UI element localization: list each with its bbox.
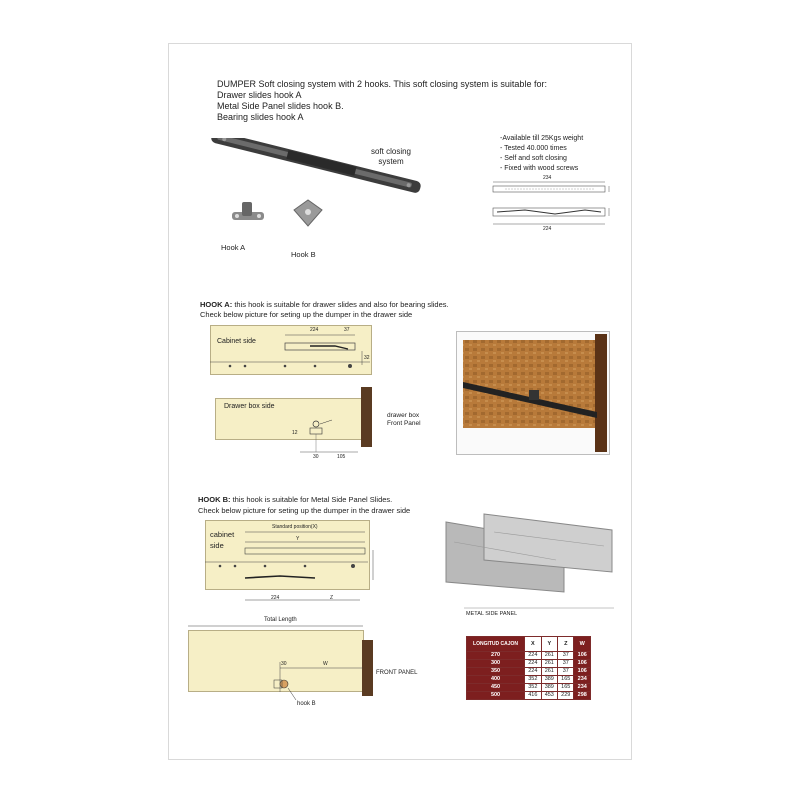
hook-b-subtext: Check below picture for seting up the dumper in the drawer side xyxy=(198,506,411,515)
drawer-box-front-panel xyxy=(361,387,372,447)
cabinet-side-label-b-line1: cabinet xyxy=(210,530,235,539)
drawer-box-side-label: Drawer box side xyxy=(224,403,275,410)
cell-length: 350 xyxy=(467,668,525,676)
hook-a-heading-text: this hook is suitable for drawer slides and also for bearing slides. xyxy=(232,300,449,309)
features-list xyxy=(500,134,583,174)
cell-w: 106 xyxy=(574,668,591,676)
cell-z: 165 xyxy=(558,684,574,692)
hook-b-label: Hook B xyxy=(291,250,316,259)
cell-length: 300 xyxy=(467,660,525,668)
dumper-technical-drawing xyxy=(485,172,620,237)
cabinet-side-label-b-line2: side xyxy=(210,541,224,550)
hook-b-heading-text: this hook is suitable for Metal Side Panel Slides. xyxy=(230,495,393,504)
intro-line-4: Bearing slides hook A xyxy=(217,112,304,122)
dim-y-label: Y xyxy=(296,536,300,542)
cell-w: 106 xyxy=(574,652,591,660)
dim-z-label: Z xyxy=(330,595,334,601)
front-panel-label: FRONT PANEL xyxy=(376,670,418,676)
cell-w: 234 xyxy=(574,676,591,684)
soft-closing-label-line1: soft closing xyxy=(370,147,412,156)
hook-a-label: Hook A xyxy=(221,243,246,252)
soft-closing-label xyxy=(366,147,416,167)
cell-length: 400 xyxy=(467,676,525,684)
header-x: X xyxy=(525,637,541,652)
feature-item: - Self and soft closing xyxy=(500,155,567,162)
cell-w: 234 xyxy=(574,684,591,692)
standard-position-label: Standard position(X) xyxy=(272,524,318,530)
cell-z: 37 xyxy=(558,660,574,668)
cell-w: 298 xyxy=(574,692,591,700)
cell-y: 389 xyxy=(541,676,557,684)
cell-x: 352 xyxy=(525,684,541,692)
cell-z: 165 xyxy=(558,676,574,684)
dim-w-label: W xyxy=(323,661,328,667)
cell-x: 224 xyxy=(525,668,541,676)
cabinet-side-drawing xyxy=(210,325,375,375)
drawer-box-front-label xyxy=(387,412,421,428)
hook-a-image xyxy=(230,200,266,230)
cell-x: 352 xyxy=(525,676,541,684)
drawer-box-front-line2: Front Panel xyxy=(387,420,421,427)
soft-closing-label-line2: system xyxy=(378,157,404,166)
cell-w: 106 xyxy=(574,660,591,668)
cell-z: 37 xyxy=(558,668,574,676)
table-row xyxy=(467,668,591,676)
header-w: W xyxy=(574,637,591,652)
dim-37-a: 37 xyxy=(344,327,350,333)
dim-30-a: 30 xyxy=(313,454,319,460)
cell-x: 224 xyxy=(525,660,541,668)
drawer-box-front-line1: drawer box xyxy=(387,412,420,419)
drawer-photo xyxy=(456,331,610,455)
cabinet-side-label-b xyxy=(210,529,234,551)
cell-x: 224 xyxy=(525,652,541,660)
cell-y: 261 xyxy=(541,660,557,668)
cell-length: 500 xyxy=(467,692,525,700)
cell-y: 261 xyxy=(541,652,557,660)
total-length-label: Total Length xyxy=(264,617,297,623)
hook-b-heading xyxy=(198,494,392,505)
feature-item: - Tested 40.000 times xyxy=(500,145,567,152)
intro-line-3: Metal Side Panel slides hook B. xyxy=(217,101,344,111)
hook-b-heading-title: HOOK B: xyxy=(198,495,231,504)
header-longitud: LONGITUD CAJON xyxy=(467,637,525,652)
dim-12-a: 12 xyxy=(292,430,298,436)
dim-32-a: 32 xyxy=(364,355,370,361)
front-panel-drawing xyxy=(188,622,368,707)
metal-side-panel-label: METAL SIDE PANEL xyxy=(466,611,518,617)
dimension-table xyxy=(466,636,591,700)
metal-side-panel-photo xyxy=(444,512,616,620)
table-row xyxy=(467,652,591,660)
table-row xyxy=(467,684,591,692)
cell-y: 453 xyxy=(541,692,557,700)
cell-x: 416 xyxy=(525,692,541,700)
cabinet-side-label: Cabinet side xyxy=(217,338,256,345)
intro-line-2: Drawer slides hook A xyxy=(217,90,302,100)
dim-105-a: 105 xyxy=(337,454,346,460)
drawer-box-hook-drawing xyxy=(290,410,360,460)
table-row xyxy=(467,676,591,684)
cell-length: 450 xyxy=(467,684,525,692)
cell-y: 389 xyxy=(541,684,557,692)
intro-line-1: DUMPER Soft closing system with 2 hooks. This soft closing system is suitable for: xyxy=(217,79,547,89)
table-row xyxy=(467,692,591,700)
hook-a-heading-title: HOOK A: xyxy=(200,300,233,309)
cell-length: 270 xyxy=(467,652,525,660)
hook-a-subtext: Check below picture for seting up the dumper in the drawer side xyxy=(200,310,413,319)
dim-224-a: 224 xyxy=(310,327,319,333)
hook-b-drawing-label: hook B xyxy=(297,701,316,707)
dim-224-b: 224 xyxy=(271,595,280,601)
feature-item: - Fixed with wood screws xyxy=(500,165,579,172)
hook-b-image xyxy=(290,196,326,232)
dim-224-bottom: 224 xyxy=(543,226,552,232)
dim-30-b: 30 xyxy=(281,661,287,667)
cell-y: 261 xyxy=(541,668,557,676)
feature-item: -Available till 25Kgs weight xyxy=(500,135,584,142)
table-row xyxy=(467,660,591,668)
table-header-row xyxy=(467,637,591,652)
header-z: Z xyxy=(558,637,574,652)
cell-z: 37 xyxy=(558,652,574,660)
header-y: Y xyxy=(541,637,557,652)
dim-234-top: 234 xyxy=(543,175,552,181)
cell-z: 229 xyxy=(558,692,574,700)
